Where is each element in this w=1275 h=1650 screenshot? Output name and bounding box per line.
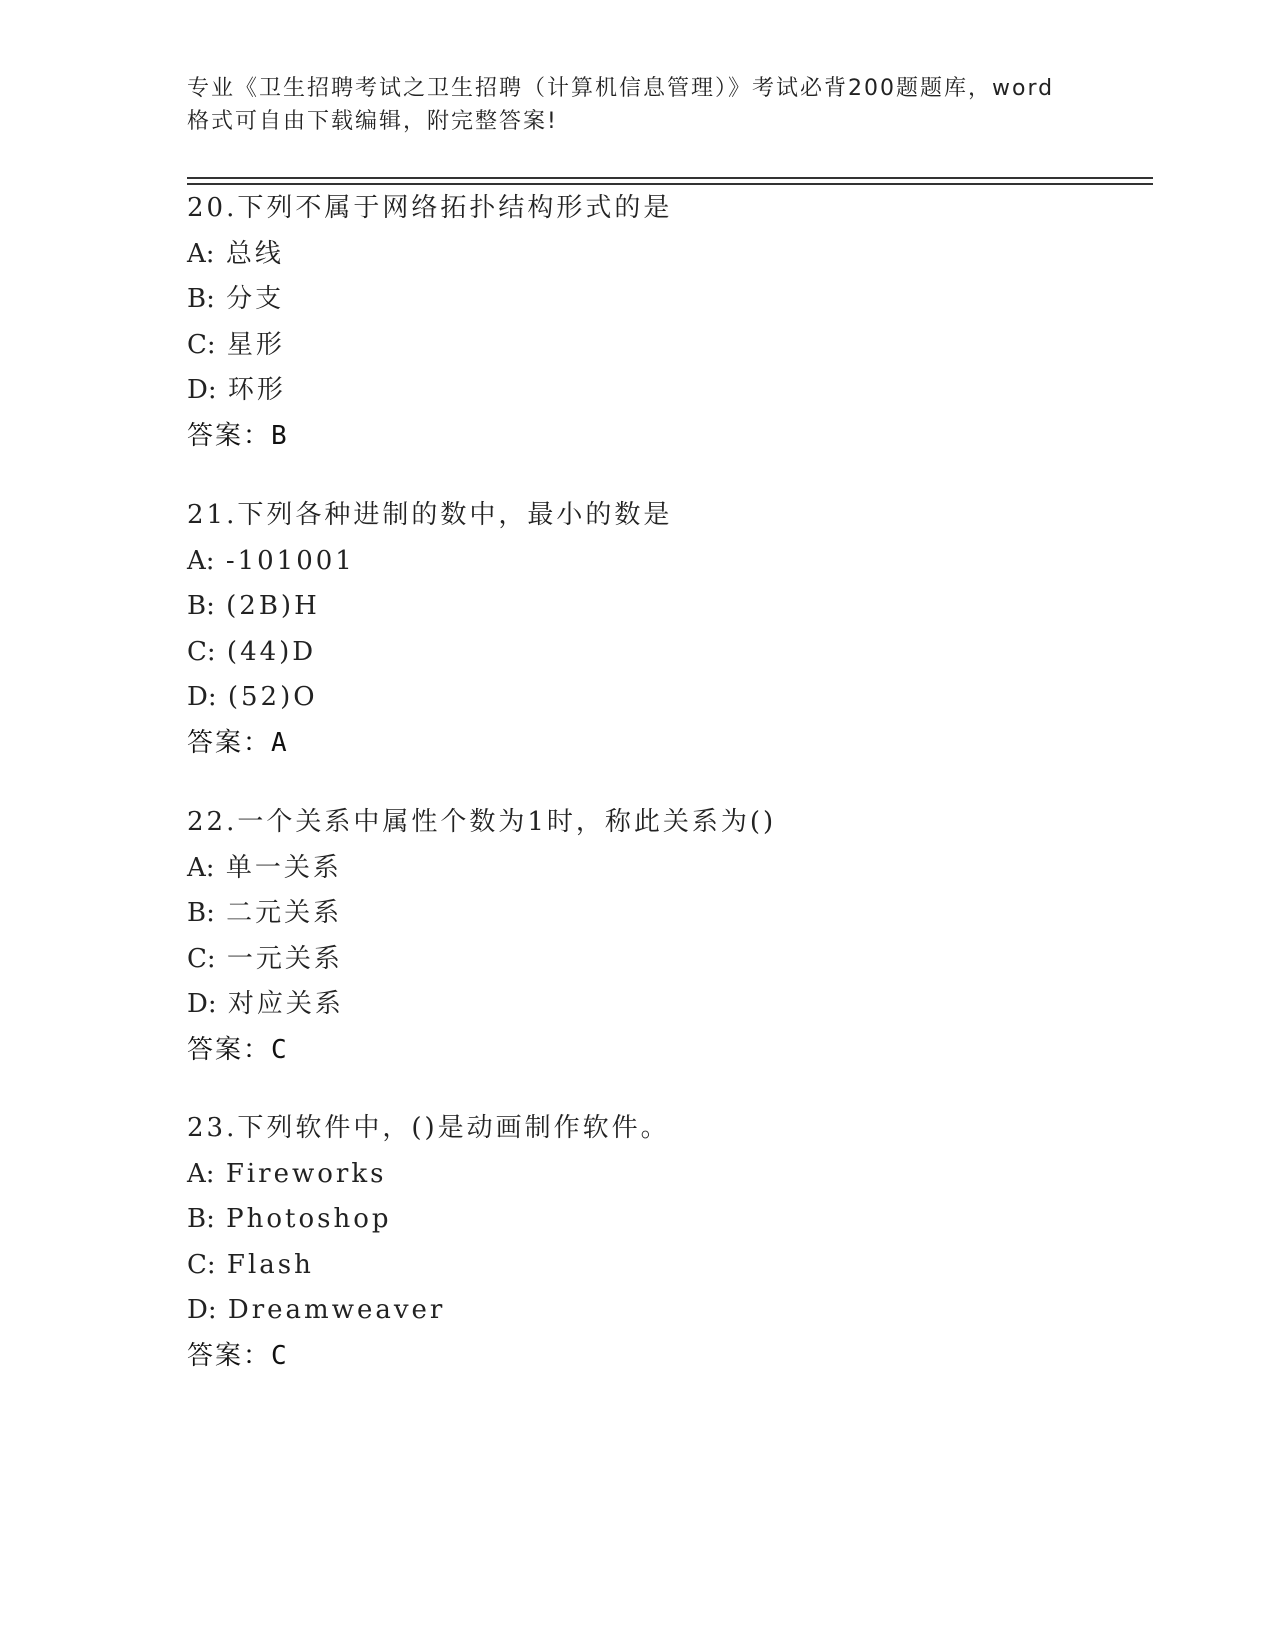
header-line-1: 专业《卫生招聘考试之卫生招聘（计算机信息管理）》考试必背200题题库，word [187,76,1055,101]
answer-line [187,1334,1137,1380]
option-letter: B: [187,1204,215,1234]
option-text: (2B)H [226,591,320,621]
option-letter: C: [187,943,216,974]
header-line-2: 格式可自由下载编辑，附完整答案! [187,109,558,134]
answer-value: C [271,1034,287,1065]
option-d [187,982,1137,1028]
question-stem: 20.下列不属于网络拓扑结构形式的是 [187,193,673,223]
option-b [187,891,1137,937]
answer-label: 答案： [187,1340,272,1371]
option-a [187,846,1137,892]
option-c [187,630,1137,676]
option-text: Photoshop [226,1204,392,1234]
option-text: 对应关系 [227,989,344,1019]
option-text: 总线 [225,238,284,269]
option-letter: C: [187,329,216,360]
option-letter: C: [187,1249,216,1280]
option-text: (44)D [226,636,317,667]
option-letter: D: [187,375,217,405]
option-b [187,1197,1137,1243]
option-c [187,323,1137,369]
option-letter: A: [187,545,215,576]
document-header [187,72,1087,138]
option-text: 环形 [227,375,286,405]
option-letter: C: [187,636,216,667]
option-a [187,232,1137,278]
option-text: 二元关系 [226,898,343,928]
question-block [187,1106,1137,1379]
option-c [187,937,1137,983]
answer-label: 答案： [187,727,272,758]
answer-value: A [271,727,287,758]
option-text: 星形 [226,329,285,360]
option-letter: D: [187,989,217,1019]
option-text: -101001 [225,545,355,576]
option-b [187,584,1137,630]
option-d [187,368,1137,414]
option-letter: D: [187,682,217,712]
answer-line [187,1028,1137,1074]
question-block [187,186,1137,459]
answer-label: 答案： [187,420,272,451]
option-a [187,1152,1137,1198]
header-divider-bottom [187,183,1153,185]
option-letter: A: [187,852,215,883]
question-block [187,800,1137,1073]
option-text: Dreamweaver [227,1295,446,1325]
question-block [187,493,1137,766]
answer-line [187,721,1137,767]
option-text: 分支 [226,284,285,314]
option-d [187,675,1137,721]
answer-label: 答案： [187,1034,272,1065]
option-c [187,1243,1137,1289]
question-stem: 21.下列各种进制的数中，最小的数是 [187,500,673,530]
question-stem: 22.一个关系中属性个数为1时，称此关系为() [187,807,777,837]
option-text: 单一关系 [225,852,342,883]
option-letter: D: [187,1295,217,1325]
option-letter: A: [187,238,215,269]
option-text: (52)O [227,682,318,712]
header-divider-top [187,177,1153,179]
question-stem: 23.下列软件中，()是动画制作软件。 [187,1113,670,1143]
answer-value: B [271,420,287,451]
option-text: Flash [226,1249,314,1280]
option-letter: B: [187,898,215,928]
option-a [187,539,1137,585]
option-letter: A: [187,1158,215,1189]
option-text: 一元关系 [226,943,343,974]
answer-value: C [271,1340,287,1371]
option-d [187,1288,1137,1334]
option-text: Fireworks [225,1158,387,1189]
answer-line [187,414,1137,460]
option-b [187,277,1137,323]
option-letter: B: [187,591,215,621]
option-letter: B: [187,284,215,314]
